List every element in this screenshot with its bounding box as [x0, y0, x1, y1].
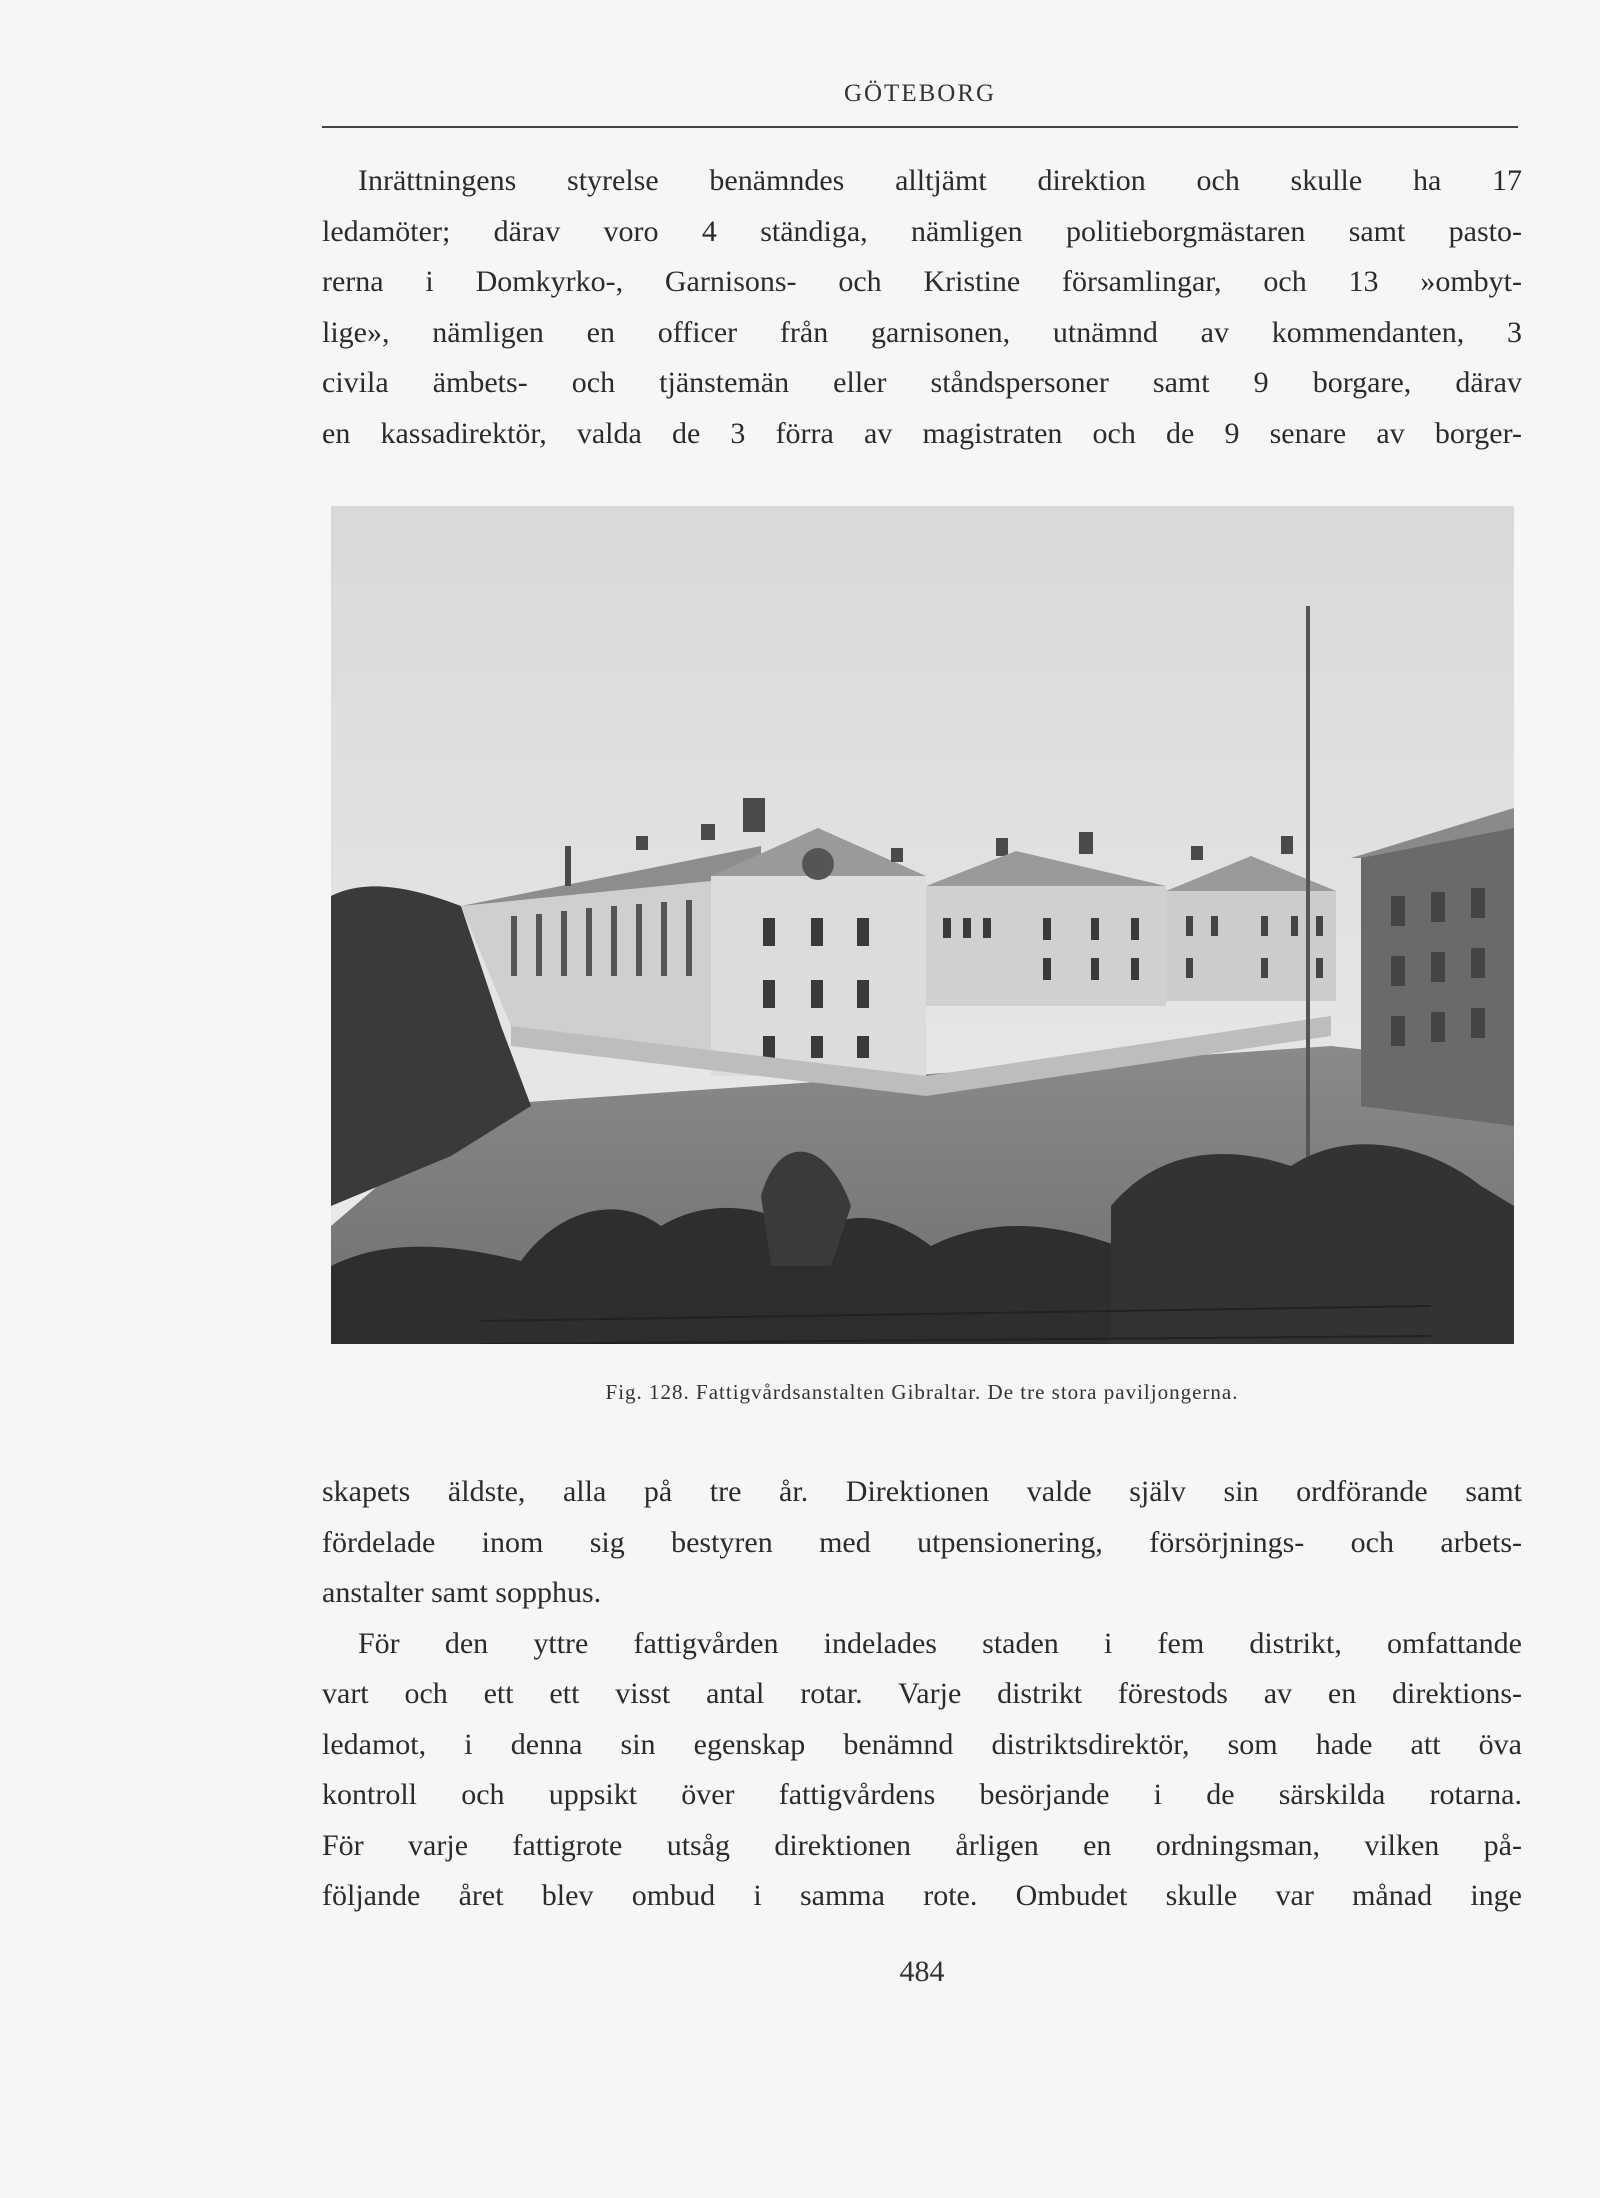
header-rule [322, 126, 1518, 128]
text-line: lige», nämligen en officer från garnisonen, utnämnd av kommendanten, 3 [322, 315, 1522, 349]
text-line: ledamot, i denna sin egenskap benämnd distriktsdirektör, som hade att öva [322, 1727, 1522, 1761]
paragraph-bottom [322, 1467, 1522, 1922]
text-line: För varje fattigrote utsåg direktionen årligen en ordningsman, vilken på- [322, 1828, 1522, 1862]
figure-caption: Fig. 128. Fattigvårdsanstalten Gibraltar. De tre stora paviljongerna. [605, 1380, 1239, 1404]
text-line: rerna i Domkyrko-, Garnisons- och Kristine församlingar, och 13 »ombyt- [322, 265, 1522, 298]
text-line: vart och ett ett visst antal rotar. Varje distrikt förestods av en direktions- [322, 1677, 1522, 1710]
text-line: skapets äldste, alla på tre år. Direktionen valde själv sin ordförande samt [322, 1475, 1522, 1508]
text-line: civila ämbets- och tjänstemän eller ståndspersoner samt 9 borgare, därav [322, 366, 1522, 399]
text-line: följande året blev ombud i samma rote. Ombudet skulle var månad inge [322, 1879, 1522, 1912]
text-line: För den yttre fattigvården indelades staden i fem distrikt, omfattande [358, 1626, 1522, 1660]
text-line: kontroll och uppsikt över fattigvårdens besörjande i de särskilda rotarna. [322, 1778, 1522, 1811]
text-line: en kassadirektör, valda de 3 förra av magistraten och de 9 senare av borger- [322, 416, 1522, 450]
running-head: GÖTEBORG [843, 80, 997, 107]
text-line: ledamöter; därav voro 4 ständiga, nämligen politieborgmästaren samt pasto- [322, 214, 1522, 248]
figure-photo-gibraltar-pavilions [331, 506, 1514, 1344]
text-line: fördelade inom sig bestyren med utpensionering, försörjnings- och arbets- [322, 1525, 1522, 1559]
paragraph-top [322, 156, 1522, 459]
text-line: anstalter samt sopphus. [322, 1576, 602, 1609]
page-number: 484 [899, 1955, 945, 1988]
text-line: Inrättningens styrelse benämndes alltjämt direktion och skulle ha 17 [358, 164, 1522, 197]
